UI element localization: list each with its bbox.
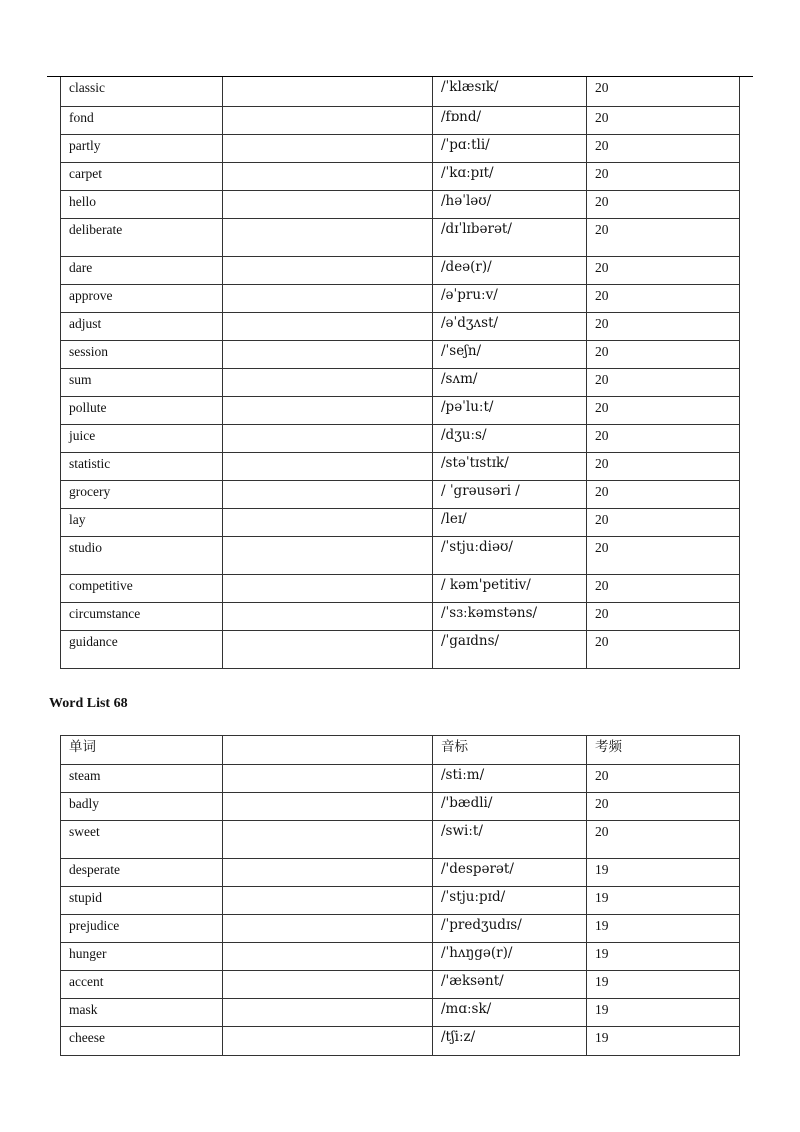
header-word: 单词 [61,736,223,765]
frequency-cell: 20 [587,162,740,190]
frequency-cell: 20 [587,312,740,340]
table-row [61,602,740,630]
table-row [61,765,740,793]
word-cell: hunger [61,943,223,971]
phonetic-cell: / ˈgrəusəri / [433,480,587,508]
meaning-cell [223,859,433,887]
word-cell: circumstance [61,602,223,630]
meaning-cell [223,106,433,134]
meaning-cell [223,424,433,452]
frequency-cell: 19 [587,971,740,999]
phonetic-cell: /əˈpruːv/ [433,284,587,312]
word-cell: sum [61,368,223,396]
table-header-row [61,736,740,765]
word-cell: desperate [61,859,223,887]
table-row [61,574,740,602]
meaning-cell [223,190,433,218]
meaning-cell [223,340,433,368]
frequency-cell: 20 [587,340,740,368]
frequency-cell: 20 [587,134,740,162]
frequency-cell: 19 [587,915,740,943]
frequency-cell: 19 [587,1027,740,1056]
word-cell: carpet [61,162,223,190]
table-row [61,999,740,1027]
meaning-cell [223,915,433,943]
phonetic-cell: /ˈstjuːpɪd/ [433,887,587,915]
meaning-cell [223,284,433,312]
phonetic-cell: /ˈgaɪdns/ [433,630,587,668]
frequency-cell: 20 [587,765,740,793]
table-row [61,508,740,536]
table-row [61,396,740,424]
table-row [61,943,740,971]
phonetic-cell: /'despərət/ [433,859,587,887]
word-cell: partly [61,134,223,162]
word-cell: mask [61,999,223,1027]
meaning-cell [223,793,433,821]
word-cell: fond [61,106,223,134]
frequency-cell: 19 [587,859,740,887]
table-row [61,793,740,821]
phonetic-cell: /ˈklæsɪk/ [433,77,587,106]
meaning-cell [223,312,433,340]
meaning-cell [223,134,433,162]
word-cell: hello [61,190,223,218]
phonetic-cell: /'bædli/ [433,793,587,821]
meaning-cell [223,508,433,536]
table-row [61,256,740,284]
frequency-cell: 20 [587,508,740,536]
frequency-cell: 20 [587,793,740,821]
meaning-cell [223,256,433,284]
word-cell: steam [61,765,223,793]
table-row [61,424,740,452]
meaning-cell [223,162,433,190]
phonetic-cell: /pəˈluːt/ [433,396,587,424]
header-phonetic: 音标 [433,736,587,765]
word-cell: badly [61,793,223,821]
table-row [61,134,740,162]
phonetic-cell: /ˈsɜːkəmstəns/ [433,602,587,630]
word-cell: statistic [61,452,223,480]
meaning-cell [223,452,433,480]
phonetic-cell: /leɪ/ [433,508,587,536]
table-row [61,162,740,190]
meaning-cell [223,368,433,396]
meaning-cell [223,536,433,574]
table-row [61,630,740,668]
meaning-cell [223,943,433,971]
phonetic-cell: /ˈkɑːpɪt/ [433,162,587,190]
frequency-cell: 20 [587,256,740,284]
word-cell: grocery [61,480,223,508]
phonetic-cell: /sʌm/ [433,368,587,396]
phonetic-cell: /həˈləʊ/ [433,190,587,218]
phonetic-cell: /ˈpredʒudɪs/ [433,915,587,943]
meaning-cell [223,396,433,424]
frequency-cell: 20 [587,396,740,424]
frequency-cell: 19 [587,999,740,1027]
word-cell: deliberate [61,218,223,256]
table-row [61,1027,740,1056]
table-row [61,340,740,368]
frequency-cell: 20 [587,190,740,218]
meaning-cell [223,971,433,999]
phonetic-cell: /ˈhʌŋgə(r)/ [433,943,587,971]
phonetic-cell: /tʃiːz/ [433,1027,587,1056]
word-cell: guidance [61,630,223,668]
meaning-cell [223,765,433,793]
meaning-cell [223,630,433,668]
phonetic-cell: /fɒnd/ [433,106,587,134]
meaning-cell [223,480,433,508]
table-row [61,106,740,134]
meaning-cell [223,574,433,602]
word-cell: pollute [61,396,223,424]
table-row [61,971,740,999]
frequency-cell: 20 [587,77,740,106]
meaning-cell [223,602,433,630]
table-row [61,312,740,340]
word-cell: accent [61,971,223,999]
phonetic-cell: /mɑːsk/ [433,999,587,1027]
table-row [61,284,740,312]
word-cell: classic [61,77,223,106]
frequency-cell: 20 [587,106,740,134]
phonetic-cell: /ˈpɑːtli/ [433,134,587,162]
meaning-cell [223,77,433,106]
frequency-cell: 20 [587,630,740,668]
meaning-cell [223,1027,433,1056]
meaning-cell [223,887,433,915]
word-cell: competitive [61,574,223,602]
frequency-cell: 20 [587,424,740,452]
word-cell: session [61,340,223,368]
header-meaning [223,736,433,765]
word-cell: lay [61,508,223,536]
word-table-2 [60,735,740,1056]
phonetic-cell: /'æksənt/ [433,971,587,999]
phonetic-cell: /swiːt/ [433,821,587,859]
frequency-cell: 20 [587,452,740,480]
frequency-cell: 20 [587,480,740,508]
table-row [61,887,740,915]
phonetic-cell: /deə(r)/ [433,256,587,284]
word-table-1 [60,77,740,669]
word-cell: stupid [61,887,223,915]
frequency-cell: 20 [587,368,740,396]
table-row [61,190,740,218]
phonetic-cell: /stiːm/ [433,765,587,793]
frequency-cell: 19 [587,943,740,971]
phonetic-cell: /stəˈtɪstɪk/ [433,452,587,480]
header-frequency: 考频 [587,736,740,765]
word-cell: cheese [61,1027,223,1056]
frequency-cell: 20 [587,821,740,859]
frequency-cell: 20 [587,284,740,312]
phonetic-cell: /ˈstjuːdiəʊ/ [433,536,587,574]
word-cell: prejudice [61,915,223,943]
phonetic-cell: /ˈseʃn/ [433,340,587,368]
table-row [61,452,740,480]
table-row [61,536,740,574]
meaning-cell [223,999,433,1027]
meaning-cell [223,821,433,859]
section-title: Word List 68 [49,696,128,711]
table-row [61,821,740,859]
word-cell: approve [61,284,223,312]
word-cell: sweet [61,821,223,859]
word-cell: studio [61,536,223,574]
table-row [61,77,740,106]
phonetic-cell: / kəm'petitiv/ [433,574,587,602]
phonetic-cell: /dɪˈlɪbərət/ [433,218,587,256]
frequency-cell: 20 [587,574,740,602]
phonetic-cell: /dʒuːs/ [433,424,587,452]
frequency-cell: 20 [587,536,740,574]
word-cell: dare [61,256,223,284]
word-cell: adjust [61,312,223,340]
table-row [61,218,740,256]
frequency-cell: 20 [587,602,740,630]
table-row [61,859,740,887]
table-row [61,915,740,943]
meaning-cell [223,218,433,256]
table-row [61,480,740,508]
phonetic-cell: /əˈdʒʌst/ [433,312,587,340]
table-row [61,368,740,396]
frequency-cell: 20 [587,218,740,256]
word-cell: juice [61,424,223,452]
frequency-cell: 19 [587,887,740,915]
